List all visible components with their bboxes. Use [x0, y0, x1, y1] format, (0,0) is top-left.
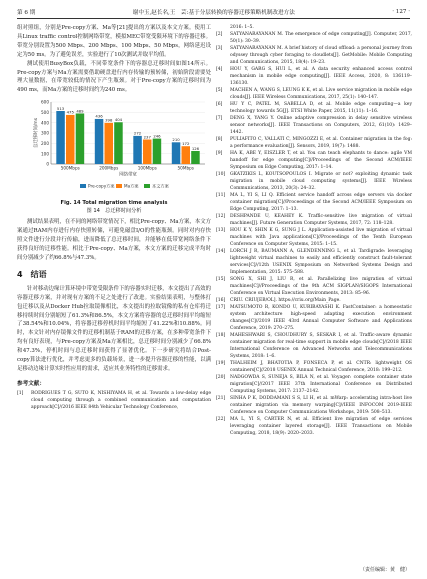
- bar-value-label: 489: [76, 108, 84, 114]
- reference-number: [9]: [216, 151, 223, 156]
- bar: [114, 123, 123, 165]
- bar-value-label: 475: [66, 109, 74, 115]
- reference-number: [5]: [216, 88, 223, 93]
- page-header: [17, 6, 410, 18]
- editor-note: （责任编辑：黄 健）: [359, 567, 410, 573]
- reference-item: [216, 171, 412, 192]
- y-tick-label: 400: [41, 120, 49, 126]
- reference-item: [216, 213, 412, 227]
- bar-value-label: 246: [153, 133, 161, 139]
- bar: [153, 139, 162, 164]
- reference-text: SINHA P K, DODDAMANI S S, LI H, et al. mWarp: accelerating intra-host live container migration via memory warping[C]//IEEE INFOCOM 2019-IEEE Conference on Computer Communications Workshops, 2019: 508–513.: [230, 396, 412, 415]
- reference-item: [216, 332, 412, 360]
- legend-label: 本文方案: [152, 183, 169, 189]
- reference-text: CRIU. CRIU[EB/OL]. https://criu.org/Main_Page.: [230, 298, 341, 303]
- legend-swatch: [116, 184, 122, 188]
- reference-number: [1]: [17, 390, 24, 396]
- bar-value-label: 436: [95, 113, 103, 119]
- reference-text: SATYANARAYANAN M. The emergence of edge computing[J]. Computer, 2017, 50(1): 30–39.: [230, 32, 412, 44]
- bar-value-label: 404: [114, 117, 123, 123]
- x-tick-label: 100Mbps: [137, 165, 157, 171]
- y-tick-label: 0: [46, 161, 49, 167]
- references-list-left: [17, 390, 211, 411]
- reference-text: DENG X, YANG Y. Online adaptive compression in delay sensitive wireless sensor networks[J]. IEEE Transactions on Computers, 2012, 61(10): 1429–1442.: [230, 116, 412, 135]
- reference-number: [17]: [216, 305, 226, 310]
- y-tick-label: 200: [41, 141, 49, 147]
- reference-number: [15]: [216, 277, 226, 282]
- reference-item: [216, 24, 412, 31]
- y-tick-label: 500: [41, 110, 49, 116]
- page-number: · 127 ·: [392, 9, 410, 15]
- reference-number: [3]: [216, 46, 223, 51]
- bar: [172, 143, 181, 165]
- reference-number: [22]: [216, 417, 226, 422]
- left-column: [17, 24, 211, 411]
- reference-number: [12]: [216, 214, 226, 219]
- right-column: [216, 24, 412, 437]
- legend-swatch: [80, 184, 86, 188]
- reference-number: [20]: [216, 375, 226, 380]
- bar: [191, 151, 200, 164]
- reference-item: [216, 101, 412, 115]
- reference-item: [216, 395, 412, 416]
- reference-text: LORCH J R, BAUMANN A, GLENDENNING L, et al. Tardigrade: leveraging lightweight virtual machines to easily and efficiently construct fault-tolerant services[C]//12th USENIX Symposium on Networked Systems Design and Implementation, 2015: 575–588.: [230, 249, 412, 275]
- reference-text: DESHPANDE U, KEAHEY K. Traffic-sensitive live migration of virtual machines[J]. Future Generation Computer Systems, 2017, 72: 118–128.: [230, 214, 412, 226]
- reference-text: SATYANARAYANAN M. A brief history of cloud offload: a personal journey from odyssey through cyber foraging to cloudlets[J]. GetMobile: Mobile Computing and Communications, 2015, 18(4): 19–23.: [230, 46, 412, 65]
- reference-item: [216, 150, 412, 171]
- reference-text: HU Y C, PATEL M, SABELLA D, et al. Mobile edge computing—a key technology towards 5G[J]. ETSI White Paper, 2015, 11(11): 1–16.: [230, 102, 412, 114]
- bar-value-label: 172: [182, 141, 190, 147]
- reference-number: [19]: [216, 361, 226, 366]
- reference-text: MA L, YI S, LI Q. Efficient service handoff across edge servers via docker container migration[C]//Proceedings of the Second ACM/IEEE Symposium on Edge Computing, 2017: 1–13.: [230, 193, 412, 212]
- reference-number: [18]: [216, 333, 226, 338]
- bar: [143, 140, 152, 164]
- bar-value-label: 398: [105, 117, 113, 123]
- reference-text: MAHESHWARI S, CHOUDHURY S, SESKAR I, et al. Traffic-aware dynamic container migration for real-time support in mobile edge clouds[C]//2018 IEEE International Conference on Advanced Networks and Telecommunications Systems, 2018: 1–6.: [230, 333, 412, 359]
- bar: [105, 123, 114, 164]
- x-tick-label: 500Mbps: [60, 165, 80, 171]
- bar-value-label: 210: [172, 137, 180, 143]
- reference-text: GKATZIKIS L, KOUTSOPOULOS I. Migrate or not? exploiting dynamic task migration in mobile cloud computing systems[J]. IEEE Wireless Communications, 2013, 20(3): 24–32.: [230, 172, 412, 191]
- bar: [133, 136, 142, 164]
- bar-value-label: 272: [133, 130, 142, 136]
- migration-time-chart: [17, 98, 211, 194]
- bar: [76, 114, 85, 165]
- legend-label: Pre-copy方案: [88, 183, 115, 189]
- reference-text: HOU K Y, SHIN K G, SUNG J L. Application-assisted live migration of virtual machines with Java applications[C]//Proceedings of the Tenth European Conference on Computer Systems, 2015: 1–15.: [230, 228, 412, 247]
- y-tick-label: 300: [41, 130, 49, 136]
- reference-item: [216, 297, 412, 304]
- reference-number: [2]: [216, 32, 223, 37]
- running-title: 谢中玉,赵长名,王 芸:基于分层转换的容器迁移策略机制改进方法: [132, 10, 295, 16]
- reference-number: [216, 24, 230, 31]
- bar-value-label: 237: [143, 134, 151, 140]
- reference-item: [216, 374, 412, 395]
- reference-text: PULIAFITO C, VALLATI C, MINGOZZI E, et al. Container migration in the fog: a performance evaluation[J]. Sensors, 2019, 19(7): 1488.: [230, 137, 412, 149]
- section-heading: 4 结语: [17, 269, 47, 279]
- reference-number: [14]: [216, 249, 226, 254]
- x-axis-title: 网络带宽: [119, 172, 137, 178]
- reference-text: MACHEN A, WANG S, LEUNG K K, et al. Live service migration in mobile edge clouds[J]. IEEE Wireless Communications, 2017, 25(1): 140–147.: [230, 88, 412, 100]
- y-tick-label: 100: [41, 151, 49, 157]
- reference-text: HA K, ABE Y, EISZLER T, et al. You can teach elephants to dance: agile VM handoff for edge computing[C]//Proceedings of the Second ACM/IEEE Symposium on Edge Computing, 2017: 1–14.: [230, 151, 412, 170]
- reference-item: [17, 390, 211, 411]
- y-axis-title: 总迁移时间/ms: [34, 118, 39, 149]
- reference-item: [216, 115, 412, 136]
- bar: [56, 111, 65, 164]
- reference-item: [216, 87, 412, 101]
- paragraph: 针对移动边缘计算环境中带宽受限条件下的容器实时迁移，本文提出了高效的容器迁移方案，并对现有方案的不足之处进行了改进。实验结果表明，与整体打包迁移以及从Docker Hub拉取镜像相比，本文提出的拉取镜像的私有仓库将迁移持续时间分别缩短了61.3%和86.5%，本文方案将容器的总迁移时间平均缩短了38.54%和10.04%，将容器迁移停机时间平均缩短了41.22%和10.88%。同时，本文针对内存镜像文件的迁移机制基于RAM的迁移方案，在多种带宽条件下均有良好表现，与Pre-copy方案及Ma方案相比，总迁移时间分别减少了66.8%和47.3%，停机时间与总迁移时间获得了显著优化。下一步研究将结合Post-copy算法进行优化，并考虑更多的负载场景，进一步提升容器迁移的性能，以满足移动边缘计算实时性应用的需求，适应其业务特性的迁移需求。: [17, 285, 211, 372]
- bar-value-label: 126: [191, 146, 200, 152]
- reference-number: [21]: [216, 396, 226, 401]
- reference-item: [216, 276, 412, 297]
- x-tick-label: 200Mbps: [99, 165, 119, 171]
- reference-text: MA L, YI S, CARTER N, et al. Efficient live migration of edge services leveraging container layered storage[J]. IEEE Transactions on Mobile Computing, 2018, 18(9): 2020–2033.: [230, 417, 412, 436]
- references-list-right: [216, 24, 412, 437]
- bar-value-label: 513: [56, 106, 65, 112]
- reference-text: 2016: 1–5.: [230, 25, 254, 30]
- reference-number: [16]: [216, 298, 226, 303]
- reference-number: [8]: [216, 137, 223, 142]
- reference-number: [13]: [216, 228, 226, 233]
- reference-item: [216, 45, 412, 66]
- reference-text: THALHEIM J, BHATOTIA P, FONSECA P, et al. CNTR: lightweight OS containers[C]//2018 USENIX Annual Technical Conference, 2018: 199–212.: [230, 361, 412, 373]
- reference-item: [216, 192, 412, 213]
- bar: [182, 146, 191, 164]
- reference-item: [216, 136, 412, 150]
- reference-number: [11]: [216, 193, 226, 198]
- paragraph: 测试使用BusyBox负载，不同带宽条件下的容器总迁移时间如图14所示。Pre-copy方案与Ma方案需要借助硬盘进行内存传输的预转储，初始阶段需要处理大量数据，在带宽较低的情况下产生瓶颈。对于Pre-copy方案的迁移时间为490 ms，而Ma方案的迁移时间约为240 ms。: [17, 60, 211, 94]
- reference-item: [216, 66, 412, 87]
- y-tick-label: 600: [41, 99, 49, 105]
- figure-caption-en: Fig. 14 Total migration time analysis: [60, 200, 168, 207]
- reference-item: [216, 360, 412, 374]
- figure-caption-cn: 图 14 总迁移时间分析: [86, 208, 142, 215]
- reference-item: [216, 304, 412, 332]
- reference-number: [7]: [216, 116, 223, 121]
- reference-number: [4]: [216, 67, 223, 72]
- issue-number: 第 6 期: [17, 10, 36, 16]
- reference-text: SONG X, SHI J, LIU R, et al. Parallelizing live migration of virtual machines[C]//Proceedings of the 9th ACM SIGPLAN/SIGOPS International Conference on Virtual Execution Environments, 2013: 85–96.: [230, 277, 412, 296]
- legend-label: Ma方案: [124, 183, 139, 189]
- reference-text: MATSUMOTO R, KONDO U, KURIBAYASHI K. FastContainer: a homeostatic system architecture high-speed adapting execution environment changes[C]//2019 IEEE 43rd Annual Computer Software and Applications Conference, 2019: 270–275.: [230, 305, 412, 331]
- reference-number: [10]: [216, 172, 226, 177]
- reference-text: NADGOWDA S, SUNEJA S, BILA N, et al. Voyager: complete container state migration[C]//2017 IEEE 37th International Conference on Distributed Computing Systems, 2017: 2137–2142.: [230, 375, 412, 394]
- bar: [95, 119, 104, 164]
- paragraph: 测试结果表明，在不同的网络带宽情况下，相比Pre-copy、Ma方案，本文方案通过RAM内存进行内存快照转储，可避免磁盘I/O的性能瓶颈。同时对内存快照文件进行分段并行传输，进而降低了总迁移时间，并能够在低带宽网络条件下获得良好的迁移性能。相比于Pre-copy、Ma方案，本文方案的迁移完成平均时间分别减少了约66.8%与47.3%。: [17, 219, 211, 261]
- paragraph: 组对照组，分别是Pre-copy方案、Ma等[21]提出的方案以及本文方案。使用工具Linux traffic control控制网络带宽，模拟MEC带宽受限环境下的容器迁移。带宽分别设置为500 Mbps、200 Mbps、100 Mbps、50 Mbps，网络延迟设定为50 ms。为了避免误差，实验进行了10次测试并取平均值。: [17, 25, 211, 58]
- header-rule: [17, 18, 410, 19]
- references-heading: 参考文献：: [17, 380, 45, 387]
- x-tick-label: 50Mbps: [177, 165, 194, 171]
- legend-swatch: [144, 184, 150, 188]
- reference-item: [216, 416, 412, 437]
- reference-item: [216, 31, 412, 45]
- reference-number: [6]: [216, 102, 223, 107]
- reference-text: HOU Y, GARG S, HUI L, et al. A data security enhanced access control mechanism in mobile edge computing[J]. IEEE Access, 2020, 8: 136119–136130.: [230, 67, 412, 86]
- reference-text: RODRIGUES T G, SUTO K, NISHIYAMA H, et al. Towards a low-delay edge cloud computing through a combined communication and computation approach[C]//2016 IEEE 84th Vehicular Technology Conference,: [31, 390, 211, 410]
- reference-item: [216, 227, 412, 248]
- reference-item: [216, 248, 412, 276]
- bar: [66, 115, 75, 164]
